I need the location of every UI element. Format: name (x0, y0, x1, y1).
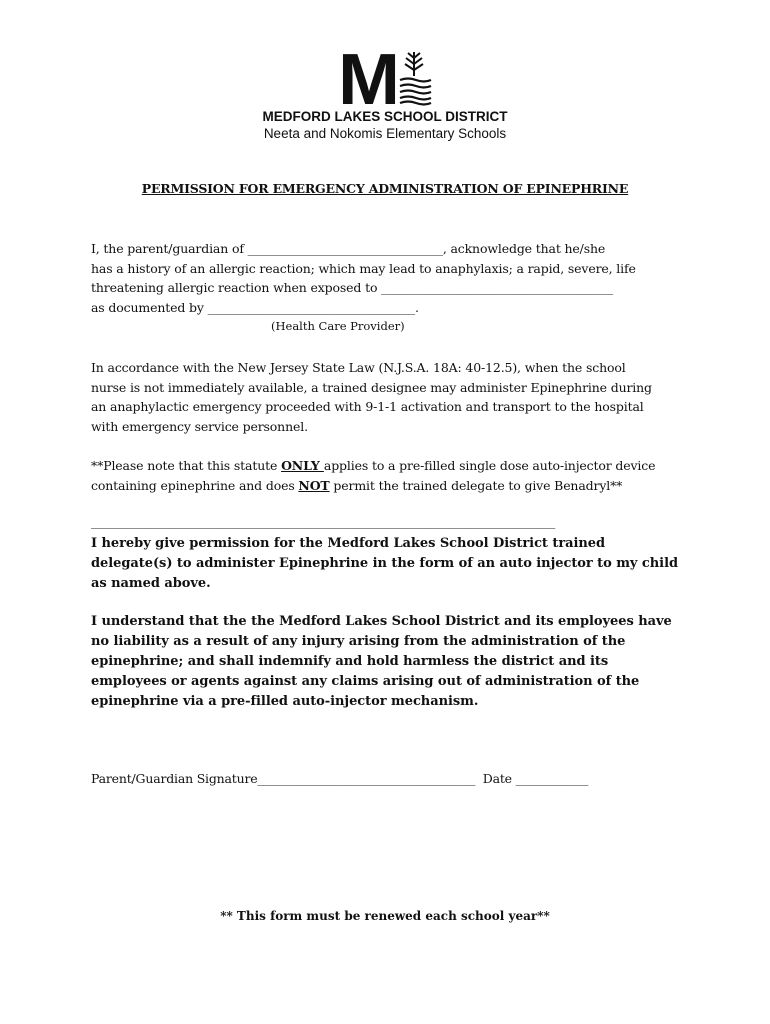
note-line (91, 476, 691, 496)
law-line: In accordance with the New Jersey State Law (N.J.S.A. 18A: 40-12.5), when the school (91, 360, 626, 375)
intro-paragraph (91, 239, 691, 317)
intro-line: threatening allergic reaction when exposed to ______________________________________ (91, 280, 613, 296)
liability-line: epinephrine via a pre-filled auto-injector mechanism. (91, 694, 479, 709)
law-line: with emergency service personnel. (91, 418, 308, 434)
permission-line: delegate(s) to administer Epinephrine in the form of an auto injector to my child (91, 556, 678, 571)
note-text: **Please note that this statute (91, 458, 282, 473)
district-name: MEDFORD LAKES SCHOOL DISTRICT (262, 109, 508, 124)
liability-line: employees or agents against any claims arising out of administration of the (91, 674, 640, 689)
statute-note (91, 456, 691, 495)
liability-line: epinephrine; and shall indemnify and hold harmless the district and its (91, 654, 609, 669)
liability-line: no liability as a result of any injury arising from the administration of the (91, 634, 626, 649)
permission-line: as named above. (91, 576, 211, 591)
permission-statement (91, 534, 691, 594)
liability-statement (91, 612, 691, 712)
district-logo (338, 46, 432, 106)
law-line: an anaphylactic emergency proceeded with 9-1-1 activation and transport to the hospital (91, 399, 644, 415)
note-text: permit the trained delegate to give Benadryl** (329, 477, 623, 493)
law-paragraph (91, 358, 691, 436)
school-names: Neeta and Nokomis Elementary Schools (263, 126, 507, 141)
intro-line: has a history of an allergic reaction; which may lead to anaphylaxis; a rapid, severe, life (91, 260, 636, 276)
intro-line: I, the parent/guardian of ________________________________, acknowledge that he/she (91, 241, 606, 256)
note-text: containing epinephrine and does (91, 477, 299, 493)
only-emphasis: ONLY (281, 458, 324, 473)
signature-date-line: Parent/Guardian Signature____________________________________ Date ____________ (91, 771, 589, 786)
not-emphasis: NOT (298, 477, 330, 493)
liability-line: I understand that the the Medford Lakes School District and its employees have (91, 614, 672, 629)
svg-text:M: M (338, 46, 400, 106)
intro-line: as documented by __________________________________. (91, 299, 419, 315)
note-text: applies to a pre-filled single dose auto-injector device (323, 458, 656, 473)
form-title: PERMISSION FOR EMERGENCY ADMINISTRATION OF EPINEPHRINE (141, 181, 629, 196)
section-divider: ______________________________________________________________________________ (91, 514, 556, 529)
note-line (91, 456, 691, 476)
renewal-note: ** This form must be renewed each school year** (220, 909, 550, 923)
health-care-provider-label: (Health Care Provider) (271, 319, 405, 333)
permission-line: I hereby give permission for the Medford Lakes School District trained (91, 536, 606, 551)
law-line: nurse is not immediately available, a trained designee may administer Epinephrine during (91, 379, 652, 395)
